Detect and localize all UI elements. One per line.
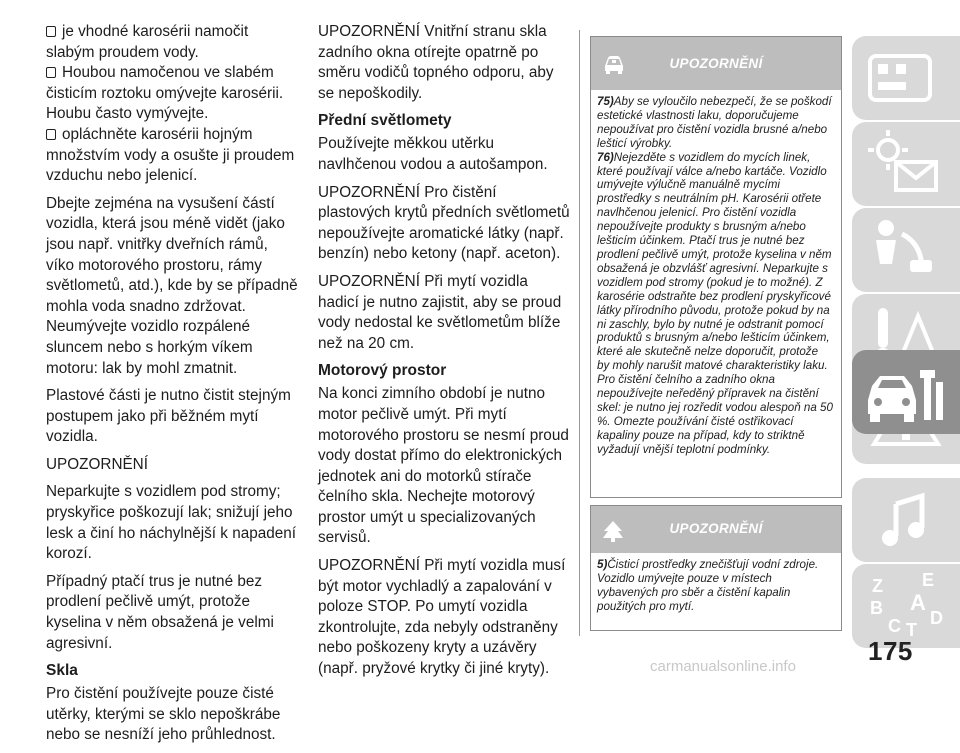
index-letter: E	[922, 570, 935, 590]
safety-icon	[866, 214, 950, 286]
tab-dashboard[interactable]	[852, 36, 960, 120]
paragraph: UPOZORNĚNÍ Při mytí vozidla hadicí je nutno zajistit, aby se proud vody nedostal ke světlometům blíže než na 20 cm.	[318, 272, 562, 352]
warning-note: 75)Aby se vyloučilo nebezpečí, že se poškodí estetické vlastnosti laku, doporučujeme nepoužívat pro čistění vozidla brusné a/nebo lešticí výrobky.	[597, 95, 832, 150]
tab-safety[interactable]	[852, 208, 960, 292]
index-letter: D	[930, 608, 943, 628]
paragraph: Dbejte zejména na vysušení částí vozidla, která jsou méně vidět (jako jsou např. vnitřky dveřních rámů, víko motorového prostoru, rámy světlometů, atd.), kde by se případně mohla voda snadno zdržovat. Neumývejte vozidlo rozpálené sluncem nebo s horkým víkem motoru: lak by mohl zmatnit.	[46, 194, 298, 377]
index-letter: T	[906, 620, 917, 640]
multimedia-icon	[866, 484, 950, 556]
index-letter: B	[870, 598, 883, 618]
checkbox-bullet-icon	[46, 26, 56, 37]
bullet-item: Houbou namočenou ve slabém čisticím roztoku omývejte karosérii. Houbu často vymývejte.	[46, 64, 284, 123]
warning-lights-icon	[866, 128, 950, 200]
paragraph: Používejte měkkou utěrku navlhčenou vodou a autošampon.	[318, 135, 548, 173]
warning-box-2	[590, 505, 842, 631]
warning-header	[591, 506, 841, 553]
notice-label: UPOZORNĚNÍ	[46, 455, 148, 473]
index-letter: C	[888, 616, 901, 636]
warning-title: UPOZORNĚNÍ	[669, 56, 763, 71]
note-number: 75)	[597, 95, 614, 108]
paragraph: UPOZORNĚNÍ Pro čistění plastových krytů předních světlometů nepoužívejte aromatické látky (např. benzín) nebo ketony (např. aceton).	[318, 183, 570, 263]
section-heading-motor: Motorový prostor	[318, 362, 447, 380]
index-letter: A	[910, 590, 926, 615]
paragraph: Plastové části je nutno čistit stejným postupem jako při běžném mytí vozidla.	[46, 387, 291, 446]
bullet-item: je vhodné karosérii namočit slabým proudem vody.	[46, 23, 249, 61]
section-heading-skla: Skla	[46, 662, 78, 680]
text-column-1	[46, 22, 298, 753]
index-icon	[866, 570, 950, 642]
warning-note: 76)Nejezděte s vozidlem do mycích linek, které používají válce a/nebo kartáče. Vozidlo umývejte výlučně manuálně mycími prostředky s neutrálním pH. Karosérii otřete navlhčenou jelenicí. Pro čistění vozidla nepoužívejte produkty s brusným a/nebo lešticím účinkem. Ptačí trus je nutné bez prodlení pečlivě umýt, protože kyselina v něm obsažená je obzvlášť agresivní. Neparkujte s vozidlem pod stromy (pokud je to možné). Z karosérie odstraňte bez prodlení pryskyřicové látky přírodního původu, protože pokud by na ni zaschly, bylo by nutné je odstranit pomocí produktů s brusným a/nebo lešticím účinkem, které ale skutečně nelze doporučit, protože by mohly narušit matové charakteristiky laku. Pro čistění čelního a zadního okna nepoužívejte neředěný přípravek na čistění skel: je nutno jej rozředit vodou alespoň na 50 %. Omezte používání čisté ostřikovací kapaliny pouze na případ, kdy to striktně vyžadují vnější teplotní podmínky.	[597, 150, 833, 456]
chapter-tabs	[852, 0, 960, 678]
text-column-2	[318, 22, 570, 687]
checkbox-bullet-icon	[46, 129, 56, 140]
page-number: 175	[868, 636, 913, 666]
warning-header	[591, 37, 841, 90]
warning-body	[591, 553, 841, 614]
paragraph: Případný ptačí trus je nutné bez prodlení pečlivě umýt, protože kyselina v něm obsažená je velmi agresivní.	[46, 572, 274, 652]
tab-multimedia[interactable]	[852, 478, 960, 562]
checkbox-bullet-icon	[46, 67, 56, 78]
tab-warning-lights[interactable]	[852, 122, 960, 206]
paragraph: Na konci zimního období je nutno motor pečlivě umýt. Při mytí motorového prostoru se nesmí proud vody dostat přímo do elektronických jednotek ani do motorků stírače čelního skla. Nechejte motorový prostor umýt u specializovaných servisů.	[318, 385, 569, 547]
paragraph: UPOZORNĚNÍ Při mytí vozidla musí být motor vychladlý a zapalování v poloze STOP. Po umytí vozidla zkontrolujte, zda nebyly odstraněny nebo poškozeny kryty a uzávěry (např. pryžové krytky či jiné kryty).	[318, 557, 566, 678]
paragraph: Neparkujte s vozidlem pod stromy; pryskyřice poškozují lak; snižují jeho lesk a činí ho náchylnější k napadení korozí.	[46, 483, 297, 563]
watermark: carmanualsonline.info	[650, 658, 796, 675]
column-divider	[579, 30, 580, 636]
warning-title: UPOZORNĚNÍ	[669, 521, 763, 536]
index-letter: Z	[872, 576, 883, 596]
warning-note: 5)Čisticí prostředky znečišťují vodní zdroje. Vozidlo umývejte pouze v místech vybavených pro sběr a čistění kapalin použitých pro mytí.	[597, 558, 819, 613]
warning-box-1	[590, 36, 842, 498]
paragraph: UPOZORNĚNÍ Vnitřní stranu skla zadního okna otírejte opatrně po směru vodičů topného odporu, aby se nepoškodily.	[318, 23, 554, 102]
paragraph: Pro čistění používejte pouze čisté utěrky, kterými se sklo nepoškrábe nebo se nesníží jeho průhlednost.	[46, 685, 281, 744]
warning-body	[591, 90, 841, 457]
bullet-item: opláchněte karosérii hojným množstvím vody a osušte ji proudem vzduchu nebo jelenicí.	[46, 125, 295, 185]
note-number: 5)	[597, 558, 608, 571]
section-heading-svetlomety: Přední světlomety	[318, 112, 452, 130]
dashboard-icon	[866, 42, 950, 114]
note-number: 76)	[597, 150, 614, 164]
maintenance-icon	[866, 356, 950, 428]
tab-maintenance[interactable]	[852, 350, 960, 434]
